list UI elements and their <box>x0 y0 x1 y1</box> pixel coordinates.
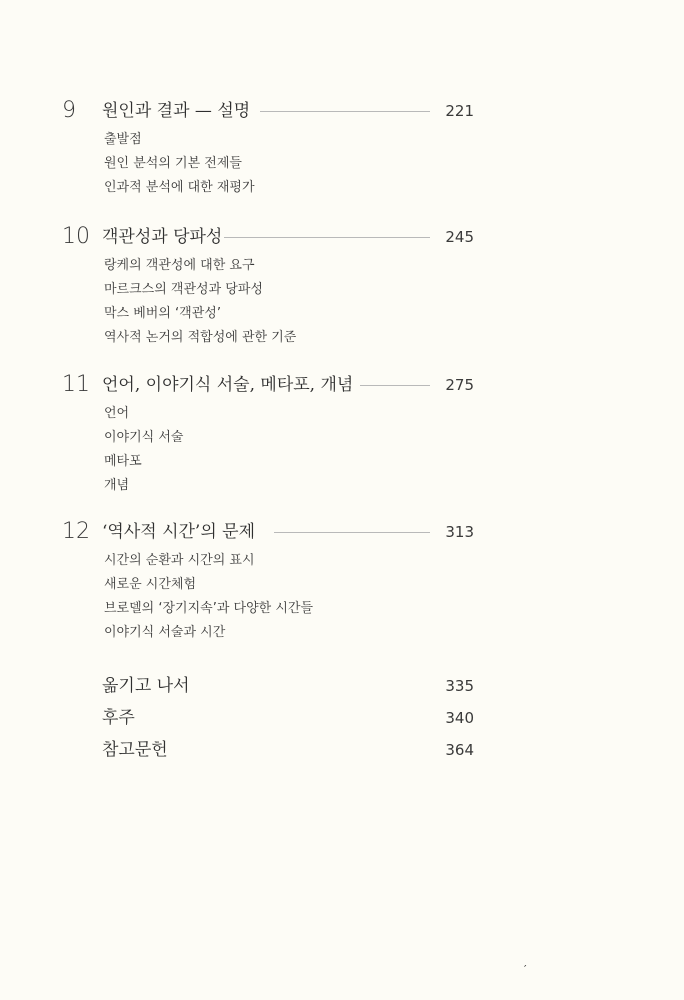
back-matter-page: 335 <box>445 677 474 695</box>
stray-mark: ′ <box>524 963 527 976</box>
chapter-title: ‘역사적 시간’의 문제 <box>102 522 255 542</box>
back-matter-translator-afterword <box>102 671 474 701</box>
section-item: 이야기식 서술과 시간 <box>104 625 226 640</box>
dotted-leader <box>360 385 430 386</box>
back-matter-page: 364 <box>445 741 474 759</box>
section-item: 랑케의 객관성에 대한 요구 <box>104 258 255 273</box>
chapter-10 <box>62 222 474 350</box>
chapter-number: 10 <box>62 224 90 249</box>
chapter-heading <box>62 517 474 547</box>
chapter-11 <box>62 370 474 498</box>
chapter-title: 객관성과 당파성 <box>102 227 223 247</box>
chapter-number: 12 <box>62 519 90 544</box>
section-item: 출발점 <box>104 132 142 147</box>
back-matter-page: 340 <box>445 709 474 727</box>
dotted-leader <box>260 111 430 112</box>
chapter-heading <box>62 96 474 126</box>
section-item: 개념 <box>104 478 130 493</box>
back-matter-title: 후주 <box>102 708 135 728</box>
section-list <box>104 254 474 350</box>
chapter-title: 원인과 결과 — 설명 <box>102 101 251 121</box>
back-matter-endnotes <box>102 703 474 733</box>
chapter-number: 11 <box>62 372 90 397</box>
section-item: 이야기식 서술 <box>104 430 184 445</box>
back-matter-bibliography <box>102 735 474 765</box>
chapter-9 <box>62 96 474 200</box>
section-item: 시간의 순환과 시간의 표시 <box>104 553 255 568</box>
section-item: 역사적 논거의 적합성에 관한 기준 <box>104 330 297 345</box>
chapter-page-number: 275 <box>445 376 474 394</box>
section-list <box>104 128 474 200</box>
chapter-page-number: 221 <box>445 102 474 120</box>
dotted-leader <box>274 532 430 533</box>
chapter-title: 언어, 이야기식 서술, 메타포, 개념 <box>102 375 354 395</box>
chapter-heading <box>62 222 474 252</box>
back-matter-title: 참고문헌 <box>102 740 168 760</box>
chapter-number: 9 <box>62 98 76 123</box>
section-item: 언어 <box>104 406 130 421</box>
section-list <box>104 402 474 498</box>
section-list <box>104 549 474 645</box>
section-item: 브로델의 ‘장기지속’과 다양한 시간들 <box>104 601 314 616</box>
section-item: 막스 베버의 ‘객관성’ <box>104 306 221 321</box>
chapter-page-number: 245 <box>445 228 474 246</box>
section-item: 인과적 분석에 대한 재평가 <box>104 180 255 195</box>
section-item: 새로운 시간체험 <box>104 577 197 592</box>
section-item: 메타포 <box>104 454 142 469</box>
chapter-heading <box>62 370 474 400</box>
chapter-12 <box>62 517 474 645</box>
section-item: 원인 분석의 기본 전제들 <box>104 156 242 171</box>
section-item: 마르크스의 객관성과 당파성 <box>104 282 263 297</box>
dotted-leader <box>224 237 430 238</box>
back-matter-title: 옮기고 나서 <box>102 676 190 696</box>
chapter-page-number: 313 <box>445 523 474 541</box>
